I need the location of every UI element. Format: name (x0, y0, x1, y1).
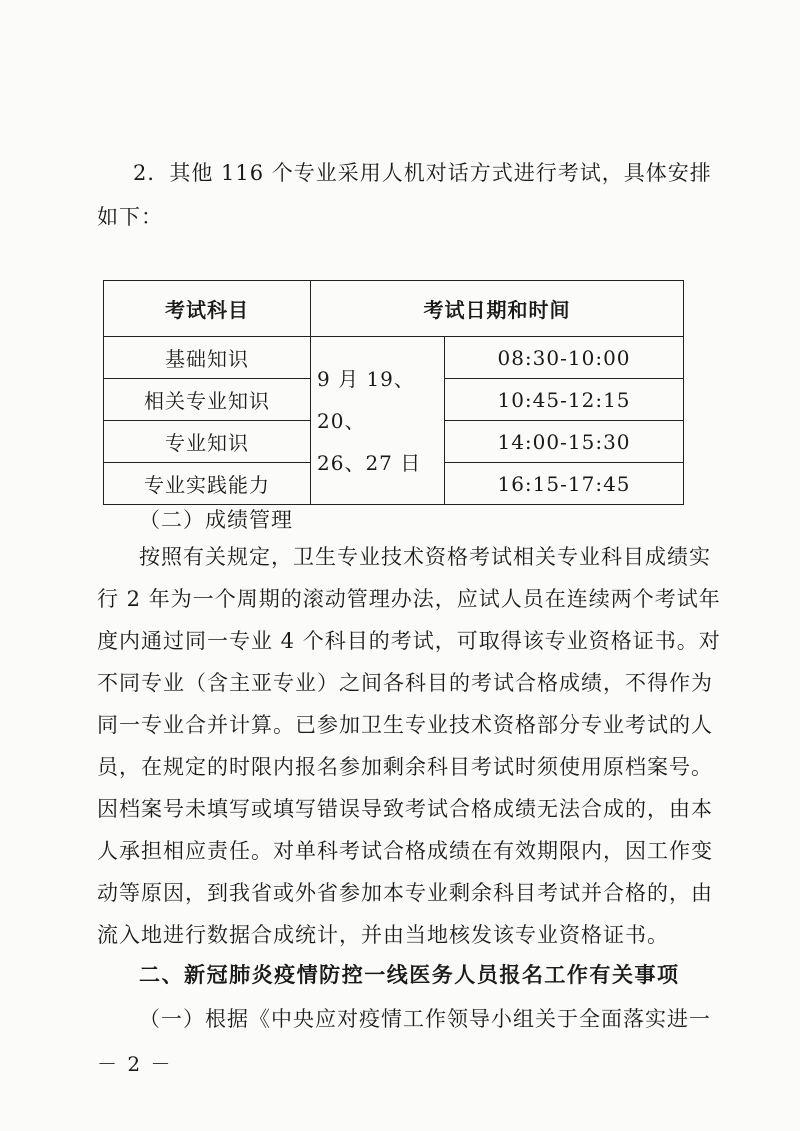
score-line: 同一专业合并计算。已参加卫生专业技术资格部分专业考试的人 (97, 713, 713, 737)
score-line: 员，在规定的时限内报名参加剩余科目考试时须使用原档案号。 (97, 755, 713, 779)
header-subject: 考试科目 (104, 281, 311, 337)
date-line-1: 9 月 19、20、 (317, 366, 415, 433)
subject-cell: 相关专业知识 (104, 379, 311, 421)
section-two-first-line: （一）根据《中央应对疫情工作领导小组关于全面落实进一 (139, 1007, 711, 1031)
score-line: 动等原因，到我省或外省参加本专业剩余科目考试并合格的，由 (97, 881, 713, 905)
score-line: 流入地进行数据合成统计，并由当地核发该专业资格证书。 (97, 923, 669, 947)
time-cell: 14:00-15:30 (445, 421, 684, 463)
intro-line-1: 2．其他 116 个专业采用人机对话方式进行考试，具体安排 (133, 161, 712, 185)
score-line: 行 2 年为一个周期的滚动管理办法，应试人员在连续两个考试年 (97, 587, 721, 611)
page-number: － 2 － (97, 1052, 173, 1076)
subject-cell: 基础知识 (104, 337, 311, 379)
score-line: 度内通过同一专业 4 个科目的考试，可取得该专业资格证书。对 (97, 629, 721, 653)
header-datetime: 考试日期和时间 (311, 281, 684, 337)
score-line: 按照有关规定，卫生专业技术资格考试相关专业科目成绩实 (139, 545, 711, 569)
score-line: 不同专业（含主亚专业）之间各科目的考试合格成绩，不得作为 (97, 671, 713, 695)
time-cell: 10:45-12:15 (445, 379, 684, 421)
date-line-2: 26、27 日 (317, 450, 422, 475)
time-cell: 08:30-10:00 (445, 337, 684, 379)
table-row (104, 337, 684, 379)
table-header-row (104, 281, 684, 337)
section-two-heading: 二、新冠肺炎疫情防控一线医务人员报名工作有关事项 (139, 963, 679, 987)
subject-cell: 专业知识 (104, 421, 311, 463)
score-heading: （二）成绩管理 (139, 508, 293, 532)
intro-line-2: 如下： (97, 205, 163, 229)
score-line: 人承担相应责任。对单科考试合格成绩在有效期限内，因工作变 (97, 839, 713, 863)
time-cell: 16:15-17:45 (445, 463, 684, 505)
score-line: 因档案号未填写或填写错误导致考试合格成绩无法合成的，由本 (97, 797, 713, 821)
subject-cell: 专业实践能力 (104, 463, 311, 505)
date-cell (311, 337, 445, 505)
exam-schedule-table (103, 280, 684, 505)
